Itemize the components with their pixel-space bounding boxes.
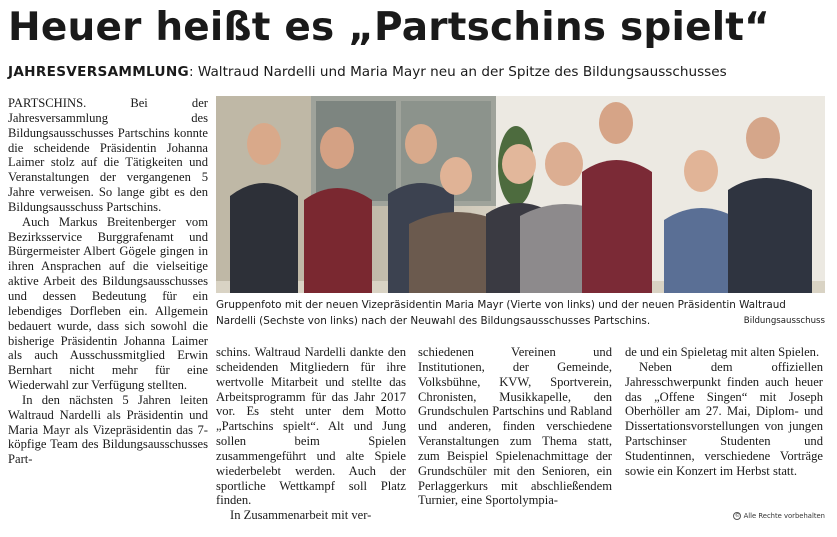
- photo-credit: Bildungsausschuss: [743, 316, 825, 326]
- paragraph: schiedenen Vereinen und Institutionen, der Gemeinde, Volksbühne, KVW, Sportverein, Chronisten, Musikkapelle, den Grundschulen Partschins und Rabland und anderen, finden verschiedene Veranstaltungen zum Thema statt, zum Beispiel Spielenachmittage der Grundschüler mit den Senioren, ein Perlaggerkurs mit abschließendem Turnier, eine Sportolympia-: [418, 345, 612, 508]
- headline: Heuer heißt es „Partschins spielt“: [8, 5, 770, 50]
- rights-notice: [733, 512, 825, 520]
- paragraph: In den nächsten 5 Jahren leiten Waltraud Nardelli als Präsidentin und Maria Mayr als Vizepräsidentin das 7-köpfige Team des Bildungsausschusses Part-: [8, 392, 208, 467]
- article-column-4: [625, 345, 823, 479]
- article-column-2: [216, 345, 406, 523]
- paragraph: Neben dem offiziellen Jahresschwerpunkt finden auch heuer das „Offene Singen“ mit Joseph Oberhöller am 27. Mai, Diplom- und Dissertationsvorstellungen von jungen Partschinser Studenten und Studentinnen, verschiedene Vorträge sowie ein Konzert im Herbst statt.: [625, 359, 823, 478]
- group-photo-illustration: [216, 96, 825, 293]
- article-column-1: [8, 96, 208, 467]
- paragraph: de und ein Spieletag mit alten Spielen.: [625, 345, 820, 359]
- paragraph: schins. Waltraud Nardelli dankte den scheidenden Mitgliedern für ihre wertvolle Mitarbeit und stellte das Arbeitsprogramm für das Jahr 2017 vor. Es steht unter dem Motto „Partschins spielt“. Alt und Jung sollen beim Spielen zusammengeführt und alte Spiele wiederbelebt werden. Auch der sportliche Wettkampf soll Platz finden.: [216, 345, 406, 508]
- copyright-icon: ©: [734, 513, 740, 519]
- paragraph: Auch Markus Breitenberger vom Bezirksservice Burggrafenamt und Bürgermeister Albert Gögele gingen in ihren Ansprachen auf die vielseitige aktive Arbeit des Bildungsausschusses und dessen Bedeutung für ein lebendiges Dorfleben ein. Allgemein bedauert wurde, dass sich sowohl die bisherige Präsidentin Johanna Laimer als auch Ausschussmitglied Erwin Bernhart nicht mehr für eine Wiederwahl zur Verfügung stellten.: [8, 214, 208, 393]
- paragraph-text: Bei der Jahresversammlung des Bildungsausschusses Partschins konnte die scheidende Präsidentin Johanna Laimer stolz auf die Tätigkeiten und Veranstaltungen der vergangenen 5 Jahre verweisen. So lange gibt es den Bildungsausschuss Partschins.: [8, 96, 208, 214]
- subheadline: [8, 62, 833, 82]
- article-column-3: [418, 345, 612, 508]
- kicker: JAHRESVERSAMMLUNG: [8, 64, 189, 80]
- kicker-separator: :: [189, 64, 198, 80]
- rights-text: Alle Rechte vorbehalten: [743, 512, 825, 520]
- subheadline-text: Waltraud Nardelli und Maria Mayr neu an der Spitze des Bildungsausschusses: [197, 64, 727, 80]
- paragraph: In Zusammenarbeit mit ver-: [230, 508, 372, 523]
- photo-caption: Gruppenfoto mit der neuen Vizepräsidentin Maria Mayr (Vierte von links) und der neuen Präsidentin Waltraud Nardelli (Sechste von links) nach der Neuwahl des Bildungsausschusses Partschins.: [216, 299, 786, 327]
- dateline: PARTSCHINS.: [8, 96, 87, 110]
- group-photo: [216, 96, 825, 293]
- paragraph-lead: [8, 96, 208, 215]
